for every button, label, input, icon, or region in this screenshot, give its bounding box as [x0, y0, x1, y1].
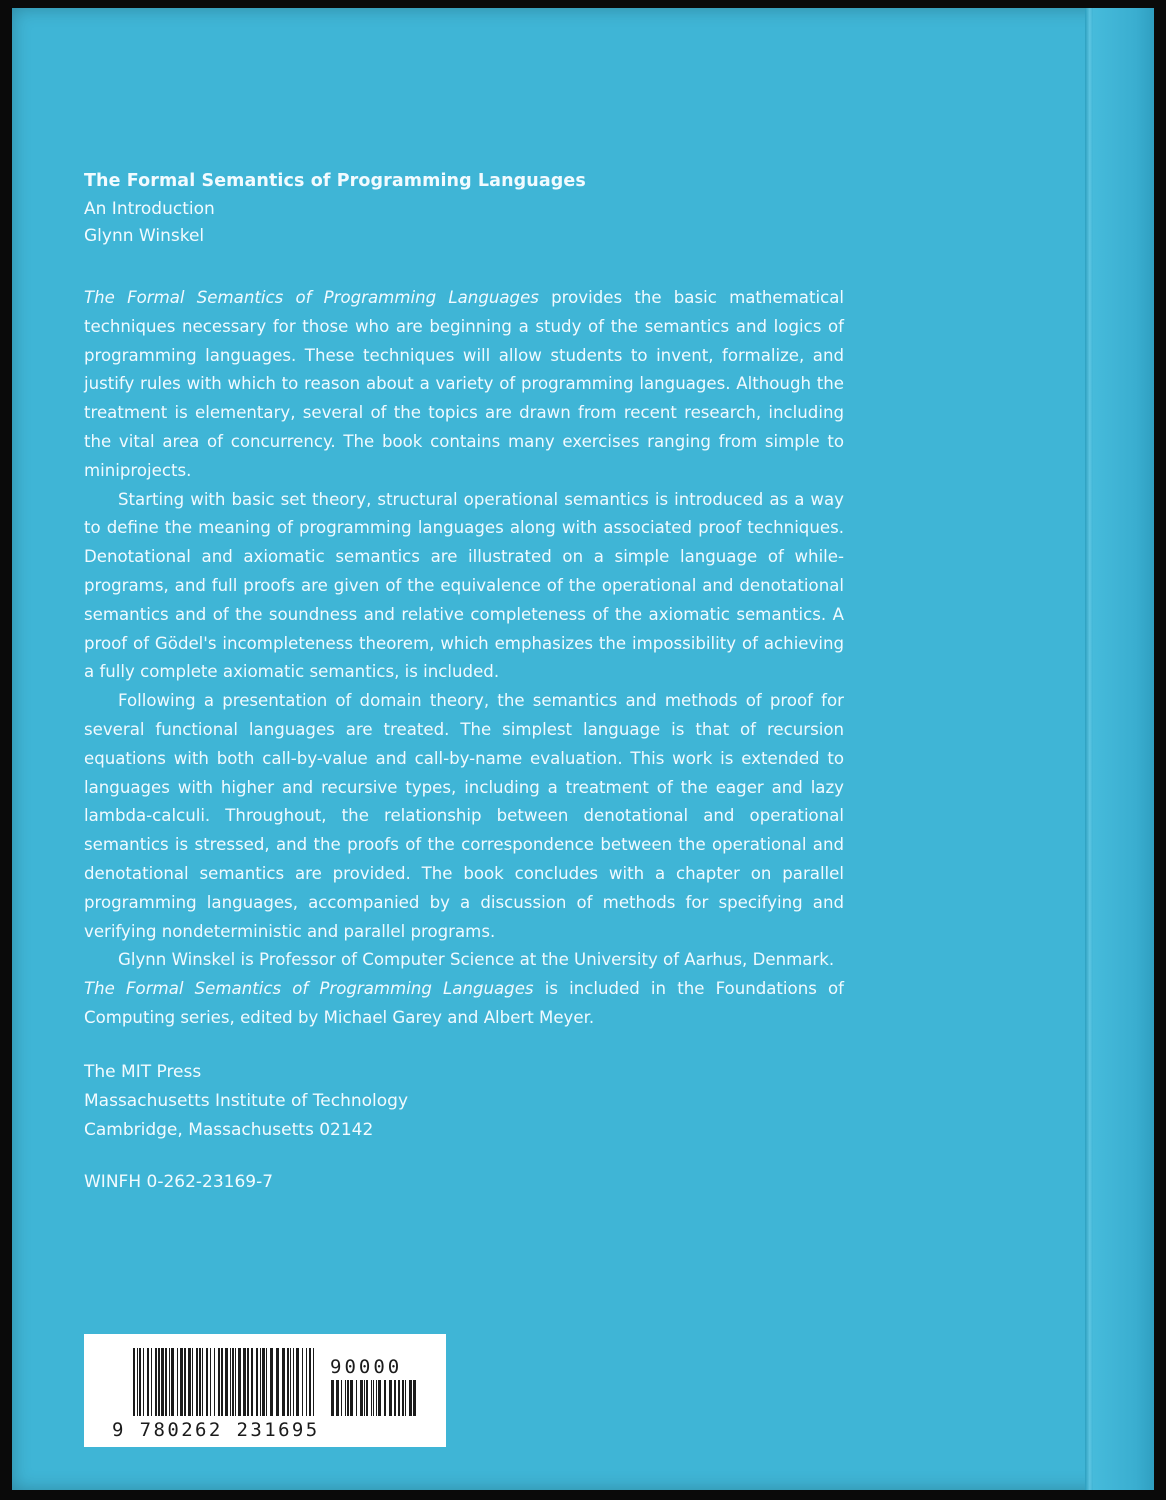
barcode-bar — [341, 1380, 342, 1416]
description-paragraph-2: Starting with basic set theory, structural operational semantics is introduced as a way to define the meaning of programming languages along with associated proof techniques. Denotational and axiomatic semantics are illustrated on a simple language of while-programs, and full proofs are given of the equivalence of the operational and denotational semantics and of the soundness and relative completeness of the axiomatic semantics. A proof of Gödel's incompleteness theorem, which emphasizes the impossibility of achieving a fully complete axiomatic semantics, is included. — [84, 489, 844, 682]
barcode-bar — [302, 1348, 303, 1416]
barcode-bar — [371, 1380, 372, 1416]
barcode-digits: 9 780262 231695 — [112, 1419, 320, 1441]
barcode-bar — [262, 1348, 265, 1416]
barcode-bar — [287, 1348, 289, 1416]
barcode-bar — [347, 1380, 349, 1416]
spine-hinge — [1085, 8, 1093, 1490]
barcode-bar — [210, 1348, 211, 1416]
barcode-bar — [366, 1380, 368, 1416]
barcode-bar — [161, 1348, 164, 1416]
barcode-bar — [202, 1348, 203, 1416]
barcode-bar — [180, 1348, 183, 1416]
barcode — [84, 1334, 446, 1447]
barcode-bar — [243, 1348, 246, 1416]
barcode-bar — [247, 1348, 249, 1416]
barcode-bar — [276, 1348, 279, 1416]
publisher-address: Cambridge, Massachusetts 02142 — [84, 1120, 374, 1140]
title-reference: The Formal Semantics of Programming Languages — [84, 288, 539, 307]
barcode-bar — [199, 1348, 201, 1416]
barcode-bar — [290, 1348, 291, 1416]
barcode-bar — [389, 1380, 392, 1416]
barcode-bar — [293, 1348, 294, 1416]
barcode-bar — [232, 1348, 234, 1416]
barcode-bar — [169, 1348, 170, 1416]
publisher-name: The MIT Press — [84, 1062, 202, 1082]
book-author: Glynn Winskel — [84, 226, 205, 246]
barcode-bar — [225, 1348, 228, 1416]
barcode-bar — [184, 1348, 186, 1416]
barcode-bar — [214, 1348, 215, 1416]
barcode-bar — [177, 1348, 178, 1416]
barcode-bar — [331, 1380, 334, 1416]
publisher-institute: Massachusetts Institute of Technology — [84, 1091, 409, 1111]
description-paragraph-1 — [84, 284, 844, 486]
description — [84, 284, 844, 1033]
barcode-bar — [256, 1348, 258, 1416]
barcode-bar — [143, 1348, 144, 1416]
barcode-bars — [133, 1348, 314, 1416]
title-reference: The Formal Semantics of Programming Languages — [84, 979, 534, 999]
barcode-bar — [306, 1348, 307, 1416]
barcode-bar — [309, 1348, 311, 1416]
barcode-bar — [394, 1380, 396, 1416]
barcode-bar — [313, 1348, 314, 1416]
paragraph-text: is included in the Foundations of Computing series, edited by Michael Garey and Albert Meyer. — [84, 979, 845, 1027]
barcode-bar — [260, 1348, 261, 1416]
barcode-bar — [373, 1380, 374, 1416]
barcode-bar — [398, 1380, 400, 1416]
barcode-bar — [230, 1348, 231, 1416]
barcode-bar — [402, 1380, 404, 1416]
barcode-bar — [364, 1380, 365, 1416]
barcode-bar — [413, 1380, 416, 1416]
barcode-bar — [350, 1380, 353, 1416]
barcode-bar — [282, 1348, 285, 1416]
barcode-bar — [336, 1380, 339, 1416]
book-subtitle: An Introduction — [84, 199, 215, 219]
barcode-bar — [218, 1348, 220, 1416]
barcode-addon-bars — [331, 1380, 416, 1416]
barcode-bar — [151, 1348, 152, 1416]
barcode-label — [84, 1334, 446, 1447]
barcode-bar — [206, 1348, 208, 1416]
paragraph-text: provides the basic mathematical techniques necessary for those who are beginning a study of the semantics and logics of programming languages. These techniques will allow students to invent, formalize, and justify rules with which to reason about a variety of programming languages. Although the treatment is elementary, several of the topics are drawn from recent research, including the vital area of concurrency. The book contains many exercises ranging from simple to miniprojects. — [84, 288, 844, 480]
barcode-bar — [158, 1348, 160, 1416]
barcode-bar — [171, 1348, 174, 1416]
barcode-bar — [192, 1348, 193, 1416]
barcode-bar — [238, 1348, 241, 1416]
barcode-bar — [360, 1380, 363, 1416]
author-bio: Glynn Winskel is Professor of Computer Science at the University of Aarhus, Denmark. — [118, 950, 835, 970]
series-note — [84, 975, 844, 1033]
barcode-bar — [235, 1348, 236, 1416]
barcode-bar — [147, 1348, 149, 1416]
barcode-bar — [188, 1348, 191, 1416]
barcode-bar — [139, 1348, 141, 1416]
barcode-bar — [384, 1380, 386, 1416]
barcode-bar — [409, 1380, 412, 1416]
barcode-bar — [165, 1348, 167, 1416]
barcode-bar — [251, 1348, 253, 1416]
barcode-bar — [196, 1348, 198, 1416]
publisher-block — [84, 1058, 844, 1145]
barcode-bar — [296, 1348, 299, 1416]
barcode-bar — [378, 1380, 381, 1416]
barcode-bar — [266, 1348, 267, 1416]
book-title: The Formal Semantics of Programming Languages — [84, 171, 586, 191]
barcode-bar — [405, 1380, 406, 1416]
barcode-bar — [133, 1348, 135, 1416]
book-spine — [1093, 8, 1154, 1490]
barcode-bar — [345, 1380, 346, 1416]
description-paragraph-3: Following a presentation of domain theory, the semantics and methods of proof for several functional languages are treated. The simplest language is that of recursion equations with both call-by-value and call-by-name evaluation. This work is extended to languages with higher and recursive types, including a treatment of the eager and lazy lambda-calculi. Throughout, the relationship between denotational and operational semantics is stressed, and the proofs of the correspondence between the operational and denotational semantics are provided. The book concludes with a chapter on parallel programming languages, accompanied by a discussion of methods for specifying and verifying nondeterministic and parallel programs. — [84, 691, 844, 941]
barcode-bar — [155, 1348, 157, 1416]
barcode-bar — [270, 1348, 273, 1416]
barcode-bar — [356, 1380, 357, 1416]
isbn-code: WINFH 0-262-23169-7 — [84, 1172, 274, 1192]
barcode-bar — [137, 1348, 138, 1416]
barcode-bar — [221, 1348, 223, 1416]
barcode-bar — [376, 1380, 377, 1416]
barcode-addon-digits: 90000 — [330, 1356, 403, 1378]
